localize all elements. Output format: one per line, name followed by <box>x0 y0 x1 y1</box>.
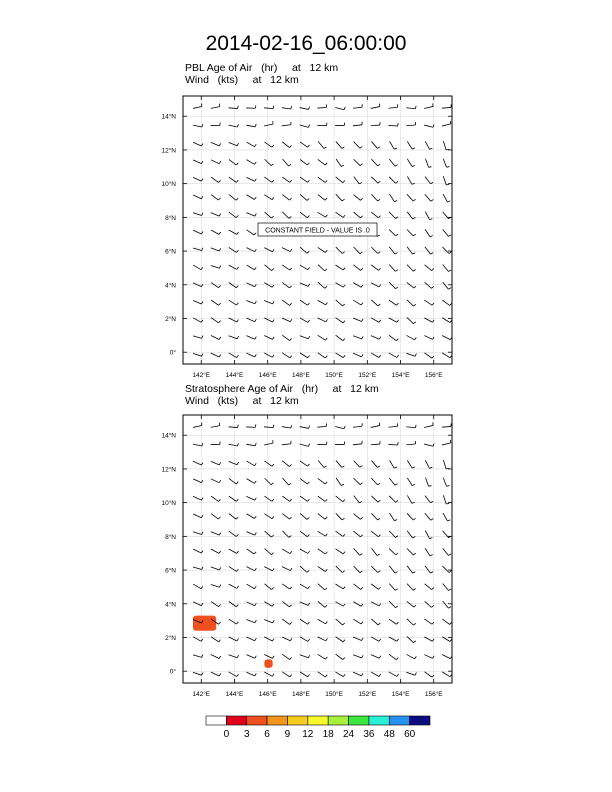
x-tick-label: 146°E <box>258 691 277 698</box>
colorbar-label: 24 <box>342 729 355 740</box>
y-tick-label: 10°N <box>161 500 176 508</box>
panel2-title-line2: Wind (kts) at 12 km <box>185 395 299 407</box>
colorbar-label: 18 <box>322 729 334 740</box>
colorbar-label: 60 <box>404 729 416 740</box>
colorbar-label: 3 <box>243 729 250 740</box>
x-tick-label: 154°E <box>391 372 410 379</box>
y-tick-label: 2°N <box>165 315 176 323</box>
y-tick-label: 14°N <box>161 432 176 440</box>
colorbar-label: 6 <box>264 729 270 740</box>
x-tick-label: 142°E <box>192 372 211 379</box>
x-tick-label: 146°E <box>258 372 277 379</box>
y-tick-label: 12°N <box>161 466 176 474</box>
y-tick-label: 6°N <box>165 567 176 575</box>
x-tick-label: 150°E <box>325 691 343 698</box>
x-tick-label: 148°E <box>292 691 310 698</box>
x-tick-label: 152°E <box>358 691 377 698</box>
x-tick-label: 144°E <box>225 372 244 379</box>
colorbar-label: 36 <box>363 729 375 740</box>
colorbar-box <box>410 716 430 725</box>
plot-title: 2014-02-16_06:00:00 <box>205 32 407 55</box>
y-tick-label: 4°N <box>165 601 176 609</box>
constant-field-text: CONSTANT FIELD - VALUE IS .0 <box>265 227 370 235</box>
y-tick-label: 0° <box>169 668 176 676</box>
colorbar-label: 0 <box>223 729 230 740</box>
colorbar-box <box>328 716 348 725</box>
y-tick-label: 0° <box>169 349 176 357</box>
colorbar-box <box>206 716 226 725</box>
colorbar-box <box>349 716 369 725</box>
colorbar-box <box>247 716 267 725</box>
colorbar-box <box>308 716 328 725</box>
colorbar-label: 12 <box>302 729 314 740</box>
y-tick-label: 10°N <box>161 181 176 189</box>
y-tick-label: 8°N <box>165 533 176 541</box>
colorbar-label: 9 <box>284 729 291 740</box>
x-tick-label: 148°E <box>292 372 310 379</box>
y-tick-label: 14°N <box>161 113 176 121</box>
panel1-title-line1: PBL Age of Air (hr) at 12 km <box>185 62 339 74</box>
colorbar-box <box>369 716 389 725</box>
colorbar-label: 48 <box>383 729 395 740</box>
panel1-title-line2: Wind (kts) at 12 km <box>185 74 299 86</box>
x-tick-label: 156°E <box>424 691 443 698</box>
panel2-title-line1: Stratosphere Age of Air (hr) at 12 km <box>185 383 379 395</box>
colorbar-box <box>226 716 246 725</box>
x-tick-label: 144°E <box>225 691 244 698</box>
x-tick-label: 152°E <box>358 372 377 379</box>
y-tick-label: 8°N <box>165 214 176 222</box>
colorbar-box <box>389 716 409 725</box>
x-tick-label: 142°E <box>192 691 211 698</box>
colorbar-box <box>267 716 287 725</box>
y-tick-label: 12°N <box>161 147 176 155</box>
colorbar-box <box>287 716 307 725</box>
y-tick-label: 6°N <box>165 248 176 256</box>
y-tick-label: 2°N <box>165 634 176 642</box>
y-tick-label: 4°N <box>165 282 176 290</box>
x-tick-label: 156°E <box>424 372 443 379</box>
x-tick-label: 154°E <box>391 691 410 698</box>
x-tick-label: 150°E <box>325 372 343 379</box>
